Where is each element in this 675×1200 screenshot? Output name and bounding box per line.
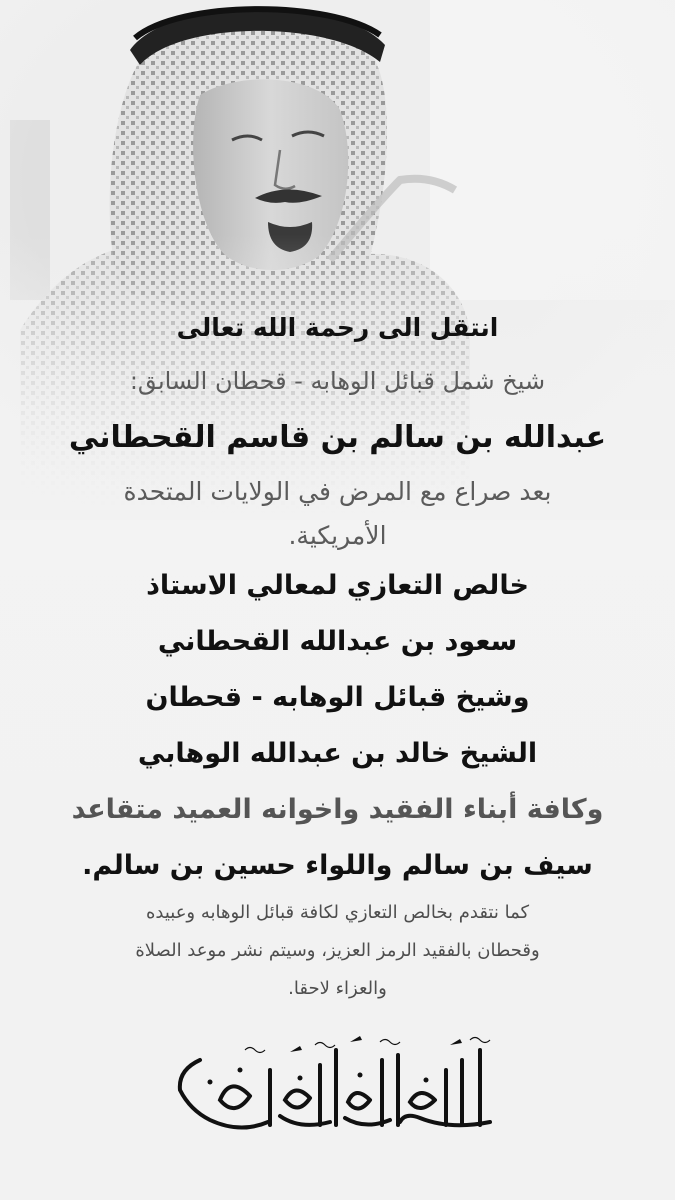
calligraphy-verse bbox=[150, 1030, 510, 1140]
footer-line-1: كما نتقدم بخالص التعازي لكافة قبائل الوهابه وعبيده bbox=[145, 902, 530, 923]
cause-line-1: بعد صراع مع المرض في الولايات المتحدة bbox=[123, 477, 552, 506]
condolence-line-1: خالص التعازي لمعالي الاستاذ bbox=[146, 570, 529, 601]
condolence-line-6: سيف بن سالم واللواء حسين بن سالم. bbox=[82, 850, 593, 881]
deceased-name: عبدالله بن سالم بن قاسم القحطاني bbox=[68, 420, 607, 455]
position-title: شيخ شمل قبائل الوهابه - قحطان السابق: bbox=[129, 367, 546, 395]
footer-line-3: والعزاء لاحقا. bbox=[288, 978, 387, 999]
announcement-text bbox=[30, 300, 645, 1008]
condolence-line-3: وشيخ قبائل الوهابه - قحطان bbox=[145, 682, 530, 713]
announcement-title: انتقل الى رحمة الله تعالى bbox=[176, 313, 499, 342]
condolence-line-5: وكافة أبناء الفقيد واخوانه العميد متقاعد bbox=[71, 794, 604, 825]
footer-line-2: وقحطان بالفقيد الرمز العزيز، وسيتم نشر موعد الصلاة bbox=[135, 940, 540, 961]
cause-line-2: الأمريكية. bbox=[288, 521, 387, 550]
condolence-line-2: سعود بن عبدالله القحطاني bbox=[157, 626, 518, 657]
condolence-line-4: الشيخ خالد بن عبدالله الوهابي bbox=[137, 738, 538, 769]
